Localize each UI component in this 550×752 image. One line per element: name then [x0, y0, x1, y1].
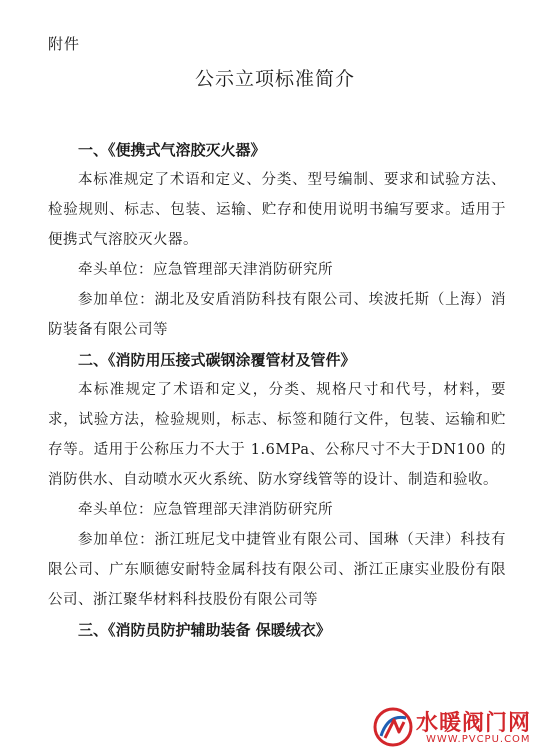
page-title: 公示立项标准简介 [194, 68, 355, 90]
section-1-participants: 参加单位：湖北及安盾消防科技有限公司、埃波托斯（上海）消防装备有限公司等 [48, 292, 506, 338]
watermark-url: WWW.PVCPU.COM [426, 734, 531, 745]
section-1-lead-unit: 牵头单位：应急管理部天津消防研究所 [78, 262, 333, 278]
section-heading-3: 三、《消防员防护辅助装备 保暖绒衣》 [78, 621, 331, 639]
document-body [48, 135, 506, 645]
section-2-participants: 参加单位：浙江班尼戈中捷管业有限公司、国琳（天津）科技有限公司、广东顺德安耐特金属科技有限公司、浙江正康实业股份有限公司、浙江聚华材料科技股份有限公司等 [48, 532, 506, 608]
section-heading-1: 一、《便携式气溶胶灭火器》 [78, 141, 266, 159]
section-heading-2: 二、《消防用压接式碳钢涂覆管材及管件》 [78, 351, 356, 369]
site-watermark [372, 706, 544, 748]
section-1-description: 本标准规定了术语和定义、分类、型号编制、要求和试验方法、检验规则、标志、包装、运输、贮存和使用说明书编写要求。适用于便携式气溶胶灭火器。 [48, 172, 506, 248]
attachment-label: 附件 [48, 35, 81, 53]
section-2-lead-unit: 牵头单位：应急管理部天津消防研究所 [78, 502, 333, 518]
pv-logo-icon [372, 706, 414, 748]
watermark-brand: 水暖阀门网 [416, 711, 532, 736]
section-2-description: 本标准规定了术语和定义，分类、规格尺寸和代号，材料，要求，试验方法，检验规则，标志、标签和随行文件，包装、运输和贮存等。适用于公称压力不大于 1.6MPa、公称尺寸不大于DN100 的消防供水、自动喷水灭火系统、防水穿线管等的设计、制造和验收。 [48, 382, 506, 488]
